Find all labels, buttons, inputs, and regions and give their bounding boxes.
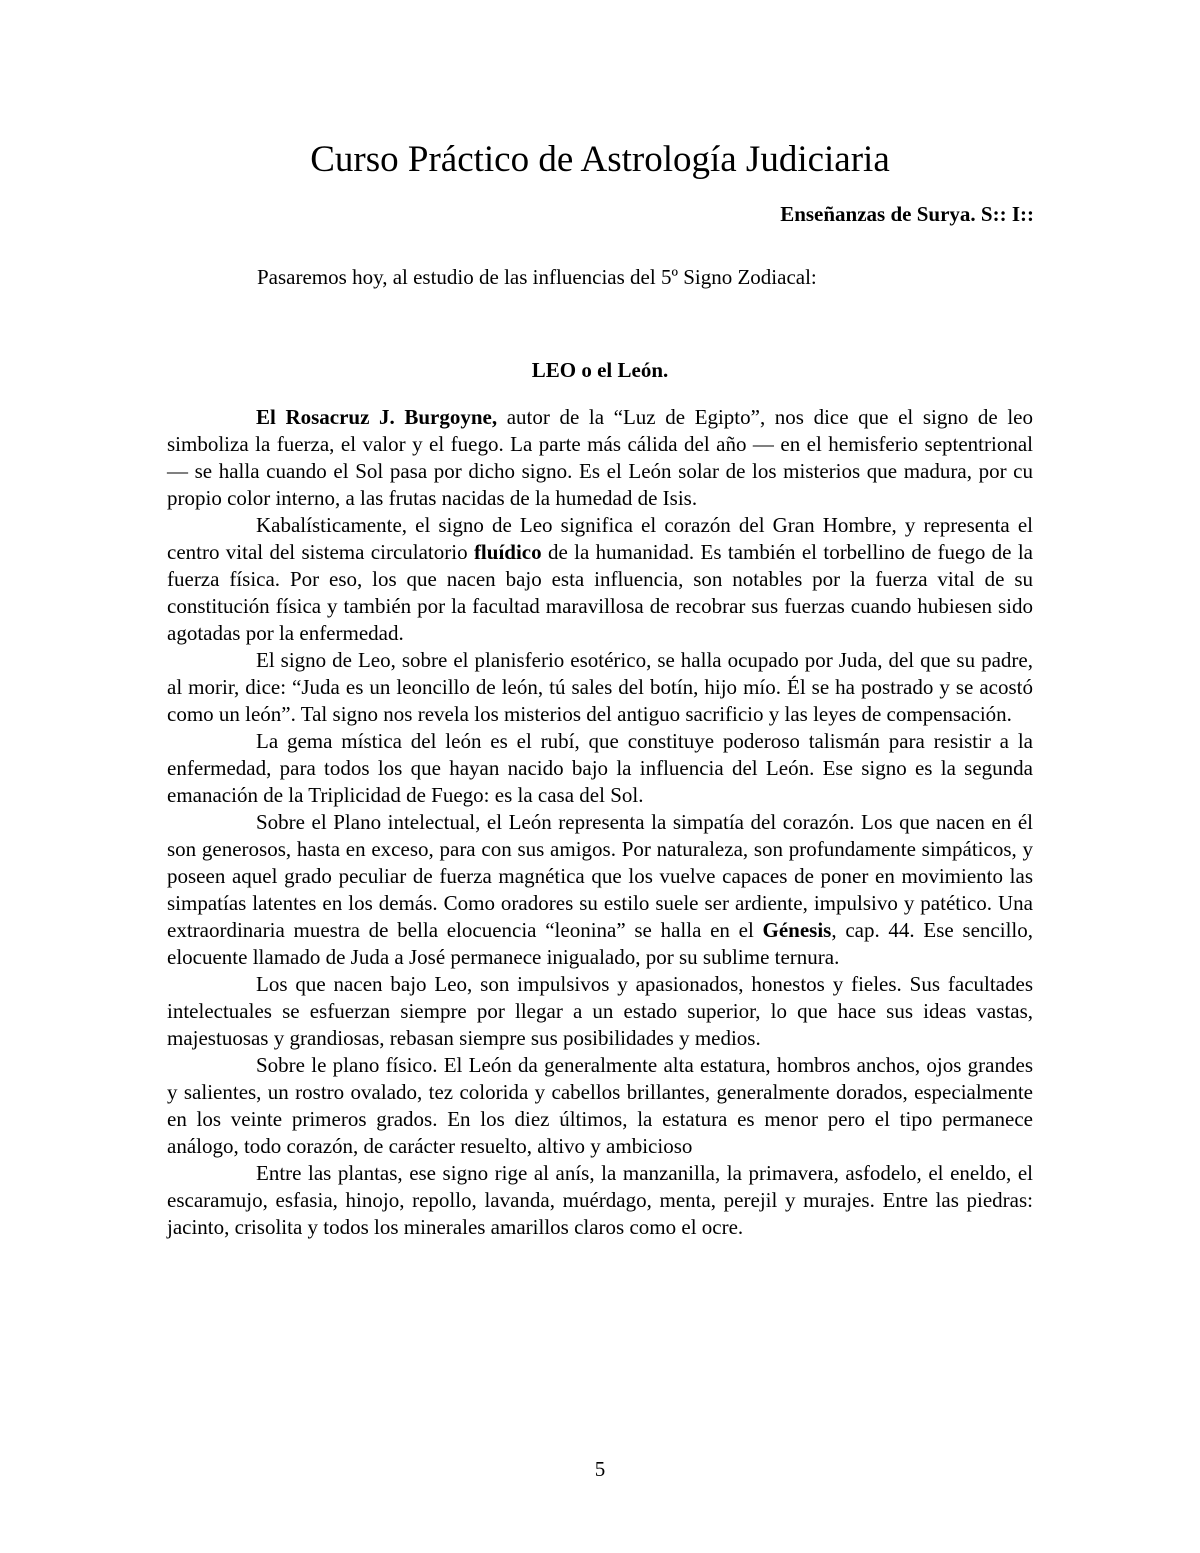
page-title: Curso Práctico de Astrología Judiciaria [310, 139, 890, 180]
paragraph-8: Entre las plantas, ese signo rige al anís, la manzanilla, la primavera, asfodelo, el eneldo, el escaramujo, esfasia, hinojo, repollo, lavanda, muérdago, menta, perejil y murajes. Entre las piedras: jacinto, crisolita y todos los minerales amarillos claros como el ocre. [167, 1161, 1033, 1239]
paragraph-5 [167, 809, 1033, 971]
paragraph-6: Los que nacen bajo Leo, son impulsivos y apasionados, honestos y fieles. Sus facultades intelectuales se esfuerzan siempre por llegar a un estado superior, lo que hace sus ideas vastas, majestuosas y grandiosas, rebasan siempre sus posibilidades y medios. [167, 972, 1033, 1050]
paragraph-5-text-before: Sobre el Plano intelectual, el León representa la simpatía del corazón. Los que nacen en él son generosos, hasta en exceso, para con sus amigos. Por naturaleza, son profundamente simpáticos, y poseen aquel grado peculiar de fuerza magnética que los vuelve capaces de poner en movimiento las simpatías latentes en los demás. Como oradores su estilo suele ser ardiente, impulsivo y patético. Una extraordinaria muestra de bella elocuencia “leonina” se halla en el [167, 810, 1033, 942]
author-line: Enseñanzas de Surya. S:: I:: [780, 202, 1034, 226]
paragraph-2-text-after: de la humanidad. Es también el torbellino de fuego de la fuerza física. Por eso, los que nacen bajo esta influencia, son notables por la fuerza vital de su constitución física y también por la facultad maravillosa de recobrar sus fuerzas cuando hubiesen sido agotadas por la enfermedad. [167, 540, 1033, 645]
paragraph-5-bold: Génesis [762, 918, 832, 942]
body-text [167, 404, 1033, 1241]
page-number: 5 [594, 1457, 606, 1481]
paragraph-7: Sobre le plano físico. El León da generalmente alta estatura, hombros anchos, ojos grandes y salientes, un rostro ovalado, tez colorida y cabellos brillantes, generalmente dorados, especialmente en los veinte primeros grados. En los diez últimos, la estatura es menor pero el tipo permanece análogo, todo corazón, de carácter resuelto, altivo y ambicioso [167, 1053, 1033, 1158]
section-heading: LEO o el León. [531, 358, 669, 382]
paragraph-3: El signo de Leo, sobre el planisferio esotérico, se halla ocupado por Juda, del que su padre, al morir, dice: “Juda es un leoncillo de león, tú sales del botín, hijo mío. Él se ha postrado y se acostó como un león”. Tal signo nos revela los misterios del antiguo sacrificio y las leyes de compensación. [167, 648, 1033, 726]
paragraph-1-bold-lead: El Rosacruz J. Burgoyne, [256, 405, 498, 429]
paragraph-2 [167, 512, 1033, 647]
paragraph-2-text-before: Kabalísticamente, el signo de Leo significa el corazón del Gran Hombre, y representa el centro vital del sistema circulatorio [167, 513, 1033, 564]
paragraph-1 [167, 404, 1033, 512]
paragraph-2-bold: fluídico [473, 540, 542, 564]
paragraph-5-text-after: , cap. 44. Ese sencillo, elocuente llamado de Juda a José permanece inigualado, por su sublime ternura. [167, 918, 1033, 969]
intro-line: Pasaremos hoy, al estudio de las influencias del 5º Signo Zodiacal: [257, 265, 817, 289]
paragraph-1-text: autor de la “Luz de Egipto”, nos dice que el signo de leo simboliza la fuerza, el valor y el fuego. La parte más cálida del año — en el hemisferio septentrional — se halla cuando el Sol pasa por dicho signo. Es el León solar de los misterios que madura, por cu propio color interno, a las frutas nacidas de la humedad de Isis. [167, 405, 1033, 510]
paragraph-4: La gema mística del león es el rubí, que constituye poderoso talismán para resistir a la enfermedad, para todos los que hayan nacido bajo la influencia del León. Ese signo es la segunda emanación de la Triplicidad de Fuego: es la casa del Sol. [167, 729, 1033, 807]
